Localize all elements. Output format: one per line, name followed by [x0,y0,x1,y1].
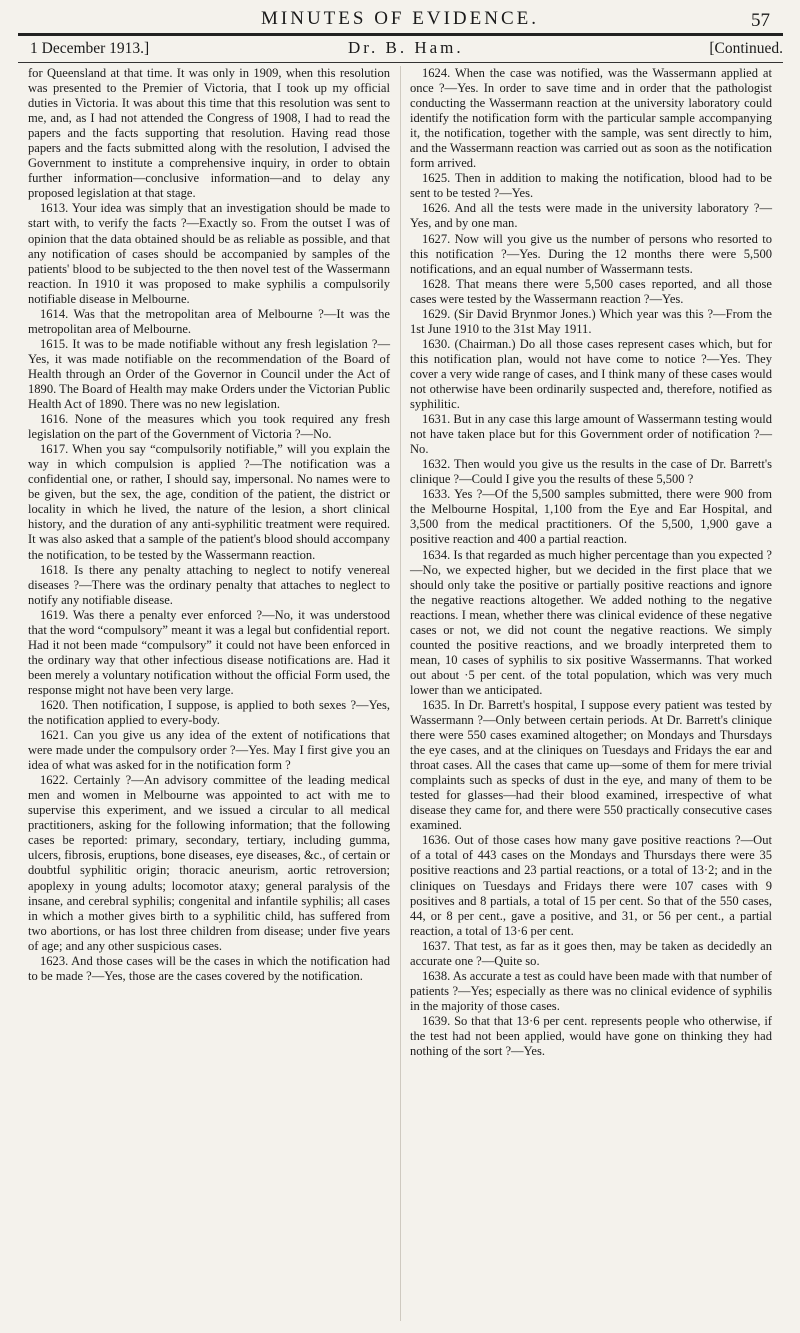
header-row [18,38,783,62]
paragraph: 1638. As accurate a test as could have been made with that number of patients ?—Yes; especially as there was no clinical evidence of syphilis in the majority of those cases. [410,968,772,1013]
paragraph: 1629. (Sir David Brynmor Jones.) Which year was this ?—From the 1st June 1910 to the 31st May 1911. [410,306,772,336]
paragraph: 1617. When you say “compulsorily notifiable,” will you explain the way in which compulsion is applied ?—The notification was a confidential one, or rather, I should say, impersonal. No names were to be given, but the sex, the age, condition of the patient, the district or locality in which he lived, the nature of the lesion, a short clinical history, and the duration of any anti-syphilitic treatment were required. It was also asked that a sample of the patient's blood should accompany the notification, to be tested by the Wassermann reaction. [28,442,390,562]
header-rule [18,33,783,36]
paragraph: 1615. It was to be made notifiable without any fresh legislation ?—Yes, it was made notifiable on the recommendation of the Board of Health through an Order of the Governor in Council under the Act of 1890. The Board of Health may make Orders under the Victorian Public Health Act of 1890. There was no new legislation. [28,336,390,412]
paragraph: 1637. That test, as far as it goes then, may be taken as decidedly an accurate one ?—Quite so. [410,938,772,968]
sitting-date: 1 December 1913.] [30,40,150,57]
paragraph: 1621. Can you give us any idea of the extent of notifications that were made under the compulsory order ?—Yes. May I first give you an idea of what was asked for in the notification form ? [28,728,390,773]
column-divider [400,66,401,1321]
right-column [410,66,772,1059]
paragraph: 1616. None of the measures which you took required any fresh legislation on the part of the Government of Victoria ?—No. [28,412,390,442]
page-number: 57 [751,10,770,31]
paragraph: 1619. Was there a penalty ever enforced ?—No, it was understood that the word “compulsory” meant it was a legal but confidential report. Had it not been made “compulsory” it could not have been enforced in the ordinary way that other infectious disease notifications are. Had it been merely a voluntary notification without the official Form used, the response might not have been very large. [28,607,390,697]
paragraph: 1631. But in any case this large amount of Wassermann testing would not have taken place but for this Government order of notification ?—No. [410,412,772,457]
continued-label: [Continued. [709,40,783,57]
paragraph: 1624. When the case was notified, was the Wassermann applied at once ?—Yes. In order to save time and in order that the pathologist conducting the Wassermann reaction at the university laboratory could identify the notification form with the particular sample accompanying it, the notification, together with the sample, was sent directly to him, and the Wassermann reaction was carried out as soon as the notification form arrived. [410,66,772,171]
left-column [28,66,390,984]
paragraph: 1613. Your idea was simply that an investigation should be made to start with, to verify the facts ?—Exactly so. From the outset I was of opinion that the data obtained should be as reliable as possible, and that any notification of cases should be accompanied by samples of the patients' blood to be subjected to the then novel test of the Wassermann reaction. In 1910 it was proposed to make syphilis a compulsorily notifiable disease in Melbourne. [28,201,390,306]
paragraph: for Queensland at that time. It was only in 1909, when this resolution was presented to the Premier of Victoria, that I took up my official duties in Victoria. It was about this time that this resolution was sent to me, and, as I had not attended the Congress of 1908, I had to read the papers and the facts supporting that resolution. Having read those papers and the facts submitted along with the resolution, I advised the Government to institute a comprehensive inquiry, in order to obtain further information—conclusive information—and to delay any proposed legislation at that stage. [28,66,390,201]
paragraph: 1622. Certainly ?—An advisory committee of the leading medical men and women in Melbourne was appointed to act with me to supervise this experiment, and we issued a circular to all medical practitioners, asking for the following information; that the following cases be reported: primary, secondary, tertiary, including gumma, ulcers, fibrosis, eruptions, bone diseases, eye diseases, &c., of certain or doubtful syphilitic origin; thoracic aneurism, aortic retroversion; apoplexy in young adults; locomotor ataxy; general paralysis of the insane, and cerebral syphilis; congenital and infantile syphilis; all cases in which a mother gives birth to a syphilitic child, has suffered from two abortions, or has lost three children from disease; under five years of age; and any other suspicious cases. [28,773,391,953]
paragraph: 1633. Yes ?—Of the 5,500 samples submitted, there were 900 from the Melbourne Hospital, 1,100 from the Eye and Ear Hospital, and 3,500 from the medical practitioners. Of the 5,500, 1,900 gave a positive reaction and 400 a partial reaction. [410,487,772,547]
paragraph: 1618. Is there any penalty attaching to neglect to notify venereal diseases ?—There was the ordinary penalty that attaches to neglect to notify any notifiable disease. [28,562,390,607]
paragraph: 1620. Then notification, I suppose, is applied to both sexes ?—Yes, the notification applied to every-body. [28,697,390,728]
paragraph: 1626. And all the tests were made in the university laboratory ?—Yes, and by one man. [410,201,772,231]
paragraph: 1627. Now will you give us the number of persons who resorted to this notification ?—Yes. During the 12 months there were 5,500 notifications, and an equal number of Wassermann tests. [410,231,772,276]
paragraph: 1623. And those cases will be the cases in which the notification had to be made ?—Yes, those are the cases covered by the notification. [28,953,390,983]
paragraph: 1630. (Chairman.) Do all those cases represent cases which, but for this notification plan, would not have come to notice ?—Yes. They cover a very wide range of cases, and I think many of these cases would not otherwise have been ordinarily suspected and, therefore, notified as syphilitic. [410,336,772,412]
paragraph: 1614. Was that the metropolitan area of Melbourne ?—It was the metropolitan area of Melbourne. [28,306,390,336]
paragraph: 1628. That means there were 5,500 cases reported, and all those cases were tested by the Wassermann reaction ?—Yes. [410,276,772,306]
paragraph: 1634. Is that regarded as much higher percentage than you expected ?—No, we expected higher, but we decided in the first place that we should only take the positive or partially positive reactions and ignore the negative reactions altogether. We added nothing to the negative reactions. I mean, whether there was clinical evidence of these negative cases or not, we did not count the negative reactions. We simply counted the positive reactions, and we broadly interpreted them to mean, 10 cases of syphilis to six positive Wassermanns. That worked out about ·5 per cent. of the total population, which was very much lower than we anticipated. [410,547,772,697]
paragraph: 1625. Then in addition to making the notification, blood had to be sent to be tested ?—Yes. [410,171,772,201]
witness-name: Dr. B. Ham. [348,38,464,57]
paragraph: 1636. Out of those cases how many gave positive reactions ?—Out of a total of 443 cases on the Mondays and Thursdays there were 35 positive reactions and 23 partial reactions, or a total of 13·2; and in the cliniques on Tuesdays and Fridays there were 107 cases with 9 positives and 8 partials, a total of 15 per cent. So that of the 550 cases, 44, or 8 per cent., gave a positive, and 31, or 56 per cent., a partial reaction, a total of 13·6 per cent. [410,833,772,938]
paragraph: 1632. Then would you give us the results in the case of Dr. Barrett's clinique ?—Could I give you the results of these 5,500 ? [410,457,772,487]
running-title: MINUTES OF EVIDENCE. [261,8,539,29]
paragraph: 1639. So that that 13·6 per cent. represents people who otherwise, if the test had not been applied, would have gone on thinking they had nothing of the sort ?—Yes. [410,1013,772,1059]
paragraph: 1635. In Dr. Barrett's hospital, I suppose every patient was tested by Wassermann ?—Only between certain periods. At Dr. Barrett's clinique there were 550 cases examined altogether; on Mondays and Thursdays the eye cases, and at the cliniques on Tuesdays and Fridays the ear and throat cases. All the cases that came up—some of them for mere trivial complaints such as specks of dust in the eye, and many of them to be tested for glasses—had their blood examined, irrespective of what disease they came for, and there were 550 practically consecutive cases examined. [410,697,772,833]
header-rule-thin [18,62,783,63]
